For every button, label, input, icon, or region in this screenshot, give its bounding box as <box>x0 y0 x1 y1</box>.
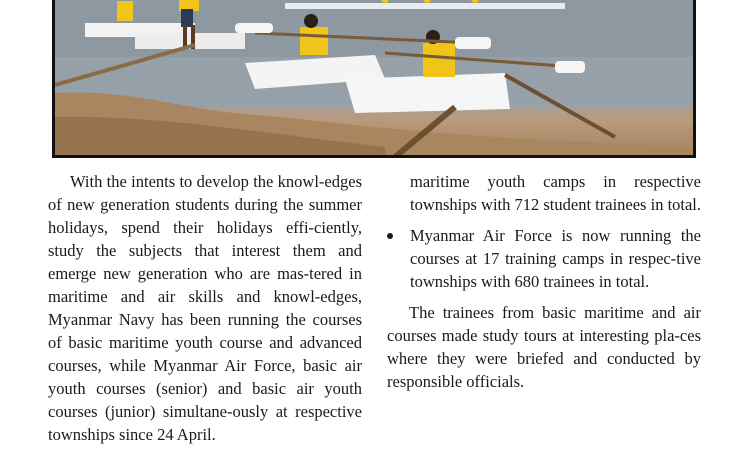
list-item <box>387 224 701 293</box>
news-photo <box>52 0 696 158</box>
air-force-bullet-text: Myanmar Air Force is now running the courses at 17 training camps in respec-tive townships with 680 trainees in total. <box>410 226 701 291</box>
left-column <box>48 170 362 446</box>
intro-paragraph: With the intents to develop the knowl-edges of new generation students during the summer holidays, spend their holidays effi-ciently, study the subjects that interest them and emerge new generation who are mas-tered in maritime and air skills and knowl-edges, Myanmar Navy has been running the courses of basic maritime youth course and advanced courses, while Myanmar Air Force, basic air youth courses (senior) and basic air youth courses (junior) simultane-ously at respective townships since 24 April. <box>48 172 362 444</box>
right-column <box>387 170 701 393</box>
continued-bullet-text: maritime youth camps in respective townships with 712 student trainees in total. <box>410 172 702 214</box>
study-tour-paragraph: The trainees from basic maritime and air courses made study tours at interesting pla-ces where they were briefed and conducted by responsible officials. <box>387 303 701 391</box>
bullet-icon <box>387 233 393 239</box>
rowing-scene-image <box>55 0 696 158</box>
